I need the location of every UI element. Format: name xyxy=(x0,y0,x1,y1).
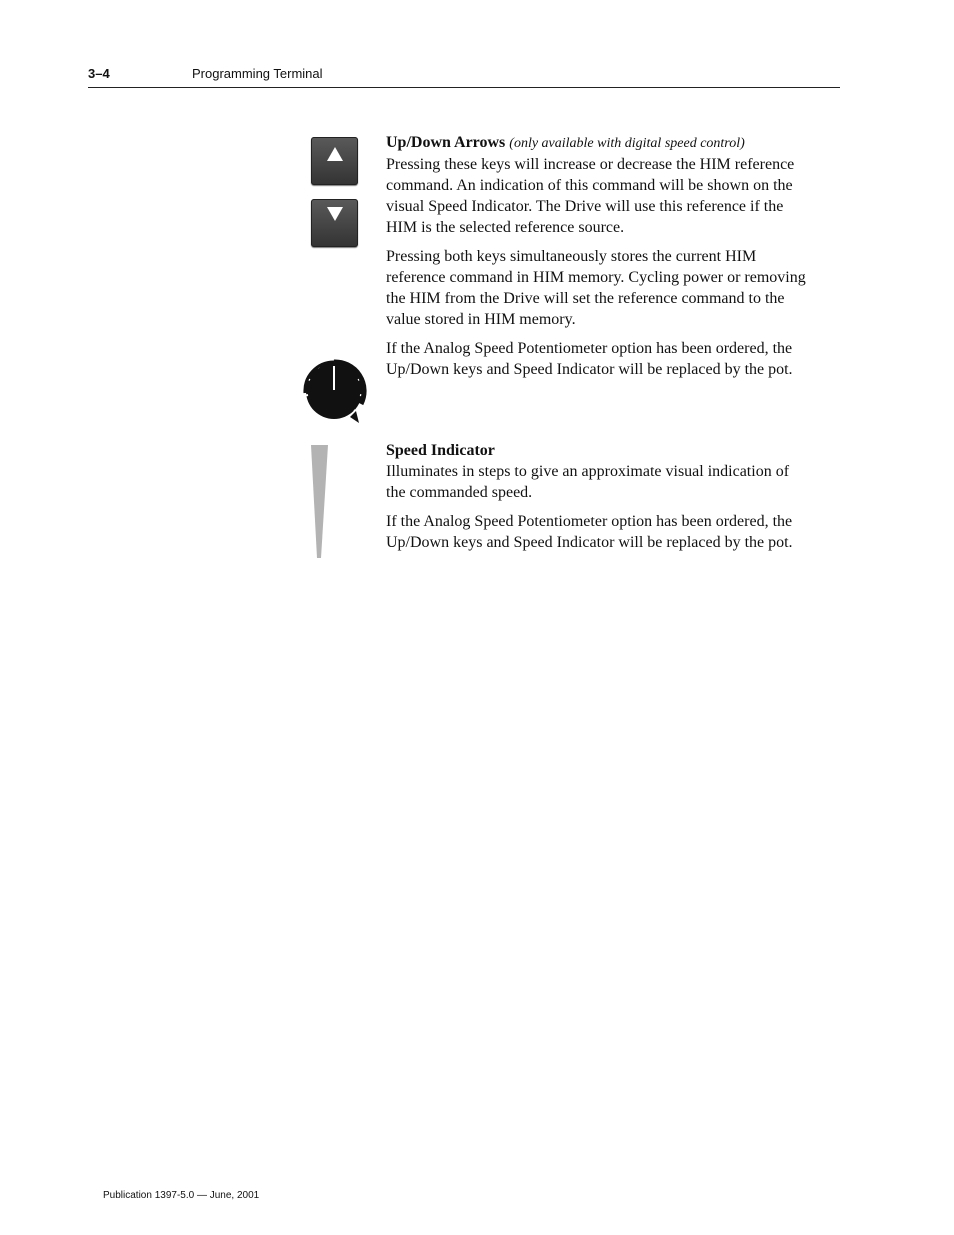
speed-pot-icon xyxy=(299,356,369,431)
speed-indicator-paragraph-1: Illuminates in steps to give an approximate visual indication of the commanded speed. xyxy=(386,463,790,501)
up-down-heading: Up/Down Arrows xyxy=(386,134,506,151)
up-down-section xyxy=(386,132,806,380)
page-number: 3–4 xyxy=(88,66,110,81)
up-down-paragraph-2: Pressing both keys simultaneously stores the current HIM reference command in HIM memory. Cycling power or removing the HIM from the Drive will set the reference command to the value stored in HIM memory. xyxy=(386,248,806,328)
down-arrow-key-icon xyxy=(311,199,358,247)
up-down-paragraph-3: If the Analog Speed Potentiometer option has been ordered, the Up/Down keys and Speed Indicator will be replaced by the pot. xyxy=(386,340,793,378)
up-down-note: (only available with digital speed control) xyxy=(509,136,745,151)
page-header xyxy=(88,64,840,88)
page-footer: Publication 1397-5.0 — June, 2001 xyxy=(103,1190,260,1201)
speed-indicator-section xyxy=(386,440,806,553)
speed-indicator-icon xyxy=(311,445,329,565)
section-title: Programming Terminal xyxy=(192,66,323,81)
up-down-heading-line xyxy=(386,132,806,154)
speed-indicator-paragraph-2: If the Analog Speed Potentiometer option has been ordered, the Up/Down keys and Speed Indicator will be replaced by the pot. xyxy=(386,513,793,551)
speed-indicator-heading: Speed Indicator xyxy=(386,442,495,459)
up-down-paragraph-1: Pressing these keys will increase or decrease the HIM reference command. An indication of this command will be shown on the visual Speed Indicator. The Drive will use this reference if the HIM is the selected reference source. xyxy=(386,156,795,236)
up-arrow-key-icon xyxy=(311,137,358,185)
